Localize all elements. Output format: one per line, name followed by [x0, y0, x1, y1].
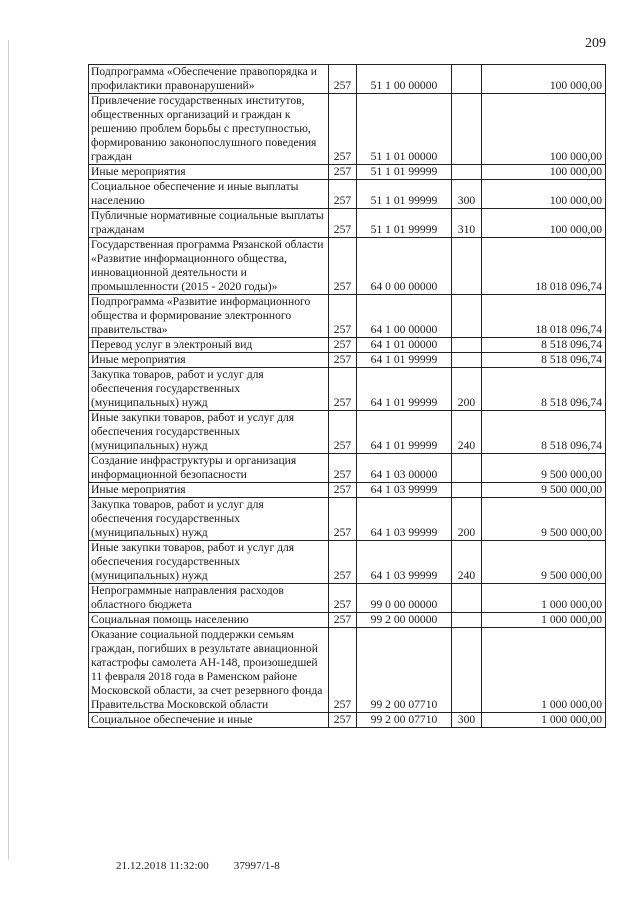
row-csr-cell: 64 1 03 99999: [357, 541, 452, 584]
row-sum-cell: 8 518 096,74: [482, 368, 606, 411]
row-name-cell: Оказание социальной поддержки семьям граждан, погибших в результате авиационной катастрофы самолета АН-148, произошедшей 11 февраля 2018 года в Раменском районе Московской области, за счет резервного фонда Правительства Московской области: [89, 628, 329, 713]
row-sum-cell: 1 000 000,00: [482, 628, 606, 713]
row-sum-cell: 1 000 000,00: [482, 713, 606, 728]
row-sum-cell: 9 500 000,00: [482, 541, 606, 584]
row-sum-cell: 100 000,00: [482, 165, 606, 180]
row-vr-cell: 200: [452, 498, 482, 541]
table-row: [89, 209, 606, 238]
row-name-cell: Государственная программа Рязанской области «Развитие информационного общества, инновационной деятельности и промышленности (2015 - 2020 годы)»: [89, 238, 329, 295]
table-row: [89, 180, 606, 209]
row-csr-cell: 99 2 00 07710: [357, 713, 452, 728]
row-vr-cell: [452, 165, 482, 180]
row-vr-cell: [452, 584, 482, 613]
table-row: [89, 628, 606, 713]
row-vr-cell: [452, 94, 482, 165]
row-name-cell: Привлечение государственных институтов, общественных организаций и граждан к решению проблем борьбы с преступностью, формированию законопослушного поведения граждан: [89, 94, 329, 165]
row-csr-cell: 99 2 00 00000: [357, 613, 452, 628]
row-csr-cell: 99 2 00 07710: [357, 628, 452, 713]
row-csr-cell: 99 0 00 00000: [357, 584, 452, 613]
table-row: [89, 411, 606, 454]
row-sum-cell: 100 000,00: [482, 180, 606, 209]
table-row: [89, 238, 606, 295]
table-body: [89, 65, 606, 728]
footer-timestamp: 21.12.2018 11:32:00: [116, 860, 209, 872]
table-row: [89, 295, 606, 338]
row-vr-cell: [452, 483, 482, 498]
table-row: [89, 584, 606, 613]
row-vr-cell: [452, 628, 482, 713]
row-sum-cell: 8 518 096,74: [482, 353, 606, 368]
row-vr-cell: [452, 338, 482, 353]
row-csr-cell: 64 1 03 00000: [357, 454, 452, 483]
table-row: [89, 165, 606, 180]
row-name-cell: Закупка товаров, работ и услуг для обеспечения государственных (муниципальных) нужд: [89, 498, 329, 541]
row-name-cell: Социальное обеспечение и иные выплаты населению: [89, 180, 329, 209]
row-name-cell: Создание инфраструктуры и организация информационной безопасности: [89, 454, 329, 483]
row-ved-cell: 257: [329, 613, 357, 628]
row-csr-cell: 64 1 03 99999: [357, 483, 452, 498]
row-sum-cell: 18 018 096,74: [482, 238, 606, 295]
row-csr-cell: 64 1 03 99999: [357, 498, 452, 541]
row-name-cell: Социальное обеспечение и иные: [89, 713, 329, 728]
row-csr-cell: 51 1 01 99999: [357, 180, 452, 209]
row-ved-cell: 257: [329, 94, 357, 165]
row-ved-cell: 257: [329, 353, 357, 368]
row-sum-cell: 1 000 000,00: [482, 584, 606, 613]
row-name-cell: Непрограммные направления расходов областного бюджета: [89, 584, 329, 613]
row-sum-cell: 100 000,00: [482, 65, 606, 94]
row-ved-cell: 257: [329, 584, 357, 613]
row-ved-cell: 257: [329, 165, 357, 180]
row-ved-cell: 257: [329, 295, 357, 338]
row-sum-cell: 18 018 096,74: [482, 295, 606, 338]
table-row: [89, 498, 606, 541]
row-csr-cell: 51 1 01 00000: [357, 94, 452, 165]
row-vr-cell: 200: [452, 368, 482, 411]
row-name-cell: Иные мероприятия: [89, 483, 329, 498]
budget-table: [88, 64, 606, 728]
row-vr-cell: [452, 238, 482, 295]
row-vr-cell: 240: [452, 541, 482, 584]
table-row: [89, 454, 606, 483]
row-csr-cell: 64 1 01 99999: [357, 353, 452, 368]
row-sum-cell: 9 500 000,00: [482, 454, 606, 483]
row-name-cell: Перевод услуг в электроный вид: [89, 338, 329, 353]
row-name-cell: Иные мероприятия: [89, 353, 329, 368]
row-vr-cell: [452, 295, 482, 338]
row-vr-cell: 310: [452, 209, 482, 238]
row-ved-cell: 257: [329, 180, 357, 209]
page-number: 209: [585, 36, 606, 51]
scan-margin-line: [8, 40, 9, 860]
row-ved-cell: 257: [329, 713, 357, 728]
row-vr-cell: [452, 454, 482, 483]
row-name-cell: Иные мероприятия: [89, 165, 329, 180]
table-row: [89, 353, 606, 368]
row-csr-cell: 64 1 00 00000: [357, 295, 452, 338]
row-sum-cell: 1 000 000,00: [482, 613, 606, 628]
table-row: [89, 94, 606, 165]
table-row: [89, 541, 606, 584]
row-name-cell: Закупка товаров, работ и услуг для обеспечения государственных (муниципальных) нужд: [89, 368, 329, 411]
footer-doc-code: 37997/1-8: [233, 860, 280, 872]
row-csr-cell: 64 1 01 00000: [357, 338, 452, 353]
row-ved-cell: 257: [329, 238, 357, 295]
footer-stamp: [116, 860, 302, 872]
row-name-cell: Социальная помощь населению: [89, 613, 329, 628]
row-ved-cell: 257: [329, 483, 357, 498]
row-sum-cell: 100 000,00: [482, 209, 606, 238]
row-name-cell: Иные закупки товаров, работ и услуг для обеспечения государственных (муниципальных) нужд: [89, 541, 329, 584]
row-vr-cell: 300: [452, 180, 482, 209]
row-ved-cell: 257: [329, 411, 357, 454]
row-ved-cell: 257: [329, 368, 357, 411]
table-row: [89, 483, 606, 498]
row-vr-cell: [452, 613, 482, 628]
row-vr-cell: 300: [452, 713, 482, 728]
row-sum-cell: 9 500 000,00: [482, 483, 606, 498]
row-csr-cell: 64 1 01 99999: [357, 411, 452, 454]
row-name-cell: Подпрограмма «Обеспечение правопорядка и профилактики правонарушений»: [89, 65, 329, 94]
row-ved-cell: 257: [329, 209, 357, 238]
row-name-cell: Публичные нормативные социальные выплаты гражданам: [89, 209, 329, 238]
row-csr-cell: 64 1 01 99999: [357, 368, 452, 411]
row-sum-cell: 9 500 000,00: [482, 498, 606, 541]
row-ved-cell: 257: [329, 628, 357, 713]
table-row: [89, 713, 606, 728]
row-name-cell: Иные закупки товаров, работ и услуг для обеспечения государственных (муниципальных) нужд: [89, 411, 329, 454]
row-csr-cell: 64 0 00 00000: [357, 238, 452, 295]
row-csr-cell: 51 1 01 99999: [357, 165, 452, 180]
table-row: [89, 368, 606, 411]
row-ved-cell: 257: [329, 454, 357, 483]
row-ved-cell: 257: [329, 541, 357, 584]
row-csr-cell: 51 1 01 99999: [357, 209, 452, 238]
row-ved-cell: 257: [329, 498, 357, 541]
row-sum-cell: 100 000,00: [482, 94, 606, 165]
table-row: [89, 613, 606, 628]
row-sum-cell: 8 518 096,74: [482, 338, 606, 353]
row-ved-cell: 257: [329, 65, 357, 94]
table-row: [89, 65, 606, 94]
row-csr-cell: 51 1 00 00000: [357, 65, 452, 94]
row-ved-cell: 257: [329, 338, 357, 353]
row-vr-cell: 240: [452, 411, 482, 454]
row-sum-cell: 8 518 096,74: [482, 411, 606, 454]
row-name-cell: Подпрограмма «Развитие информационного общества и формирование электронного правительства»: [89, 295, 329, 338]
row-vr-cell: [452, 353, 482, 368]
table-row: [89, 338, 606, 353]
row-vr-cell: [452, 65, 482, 94]
